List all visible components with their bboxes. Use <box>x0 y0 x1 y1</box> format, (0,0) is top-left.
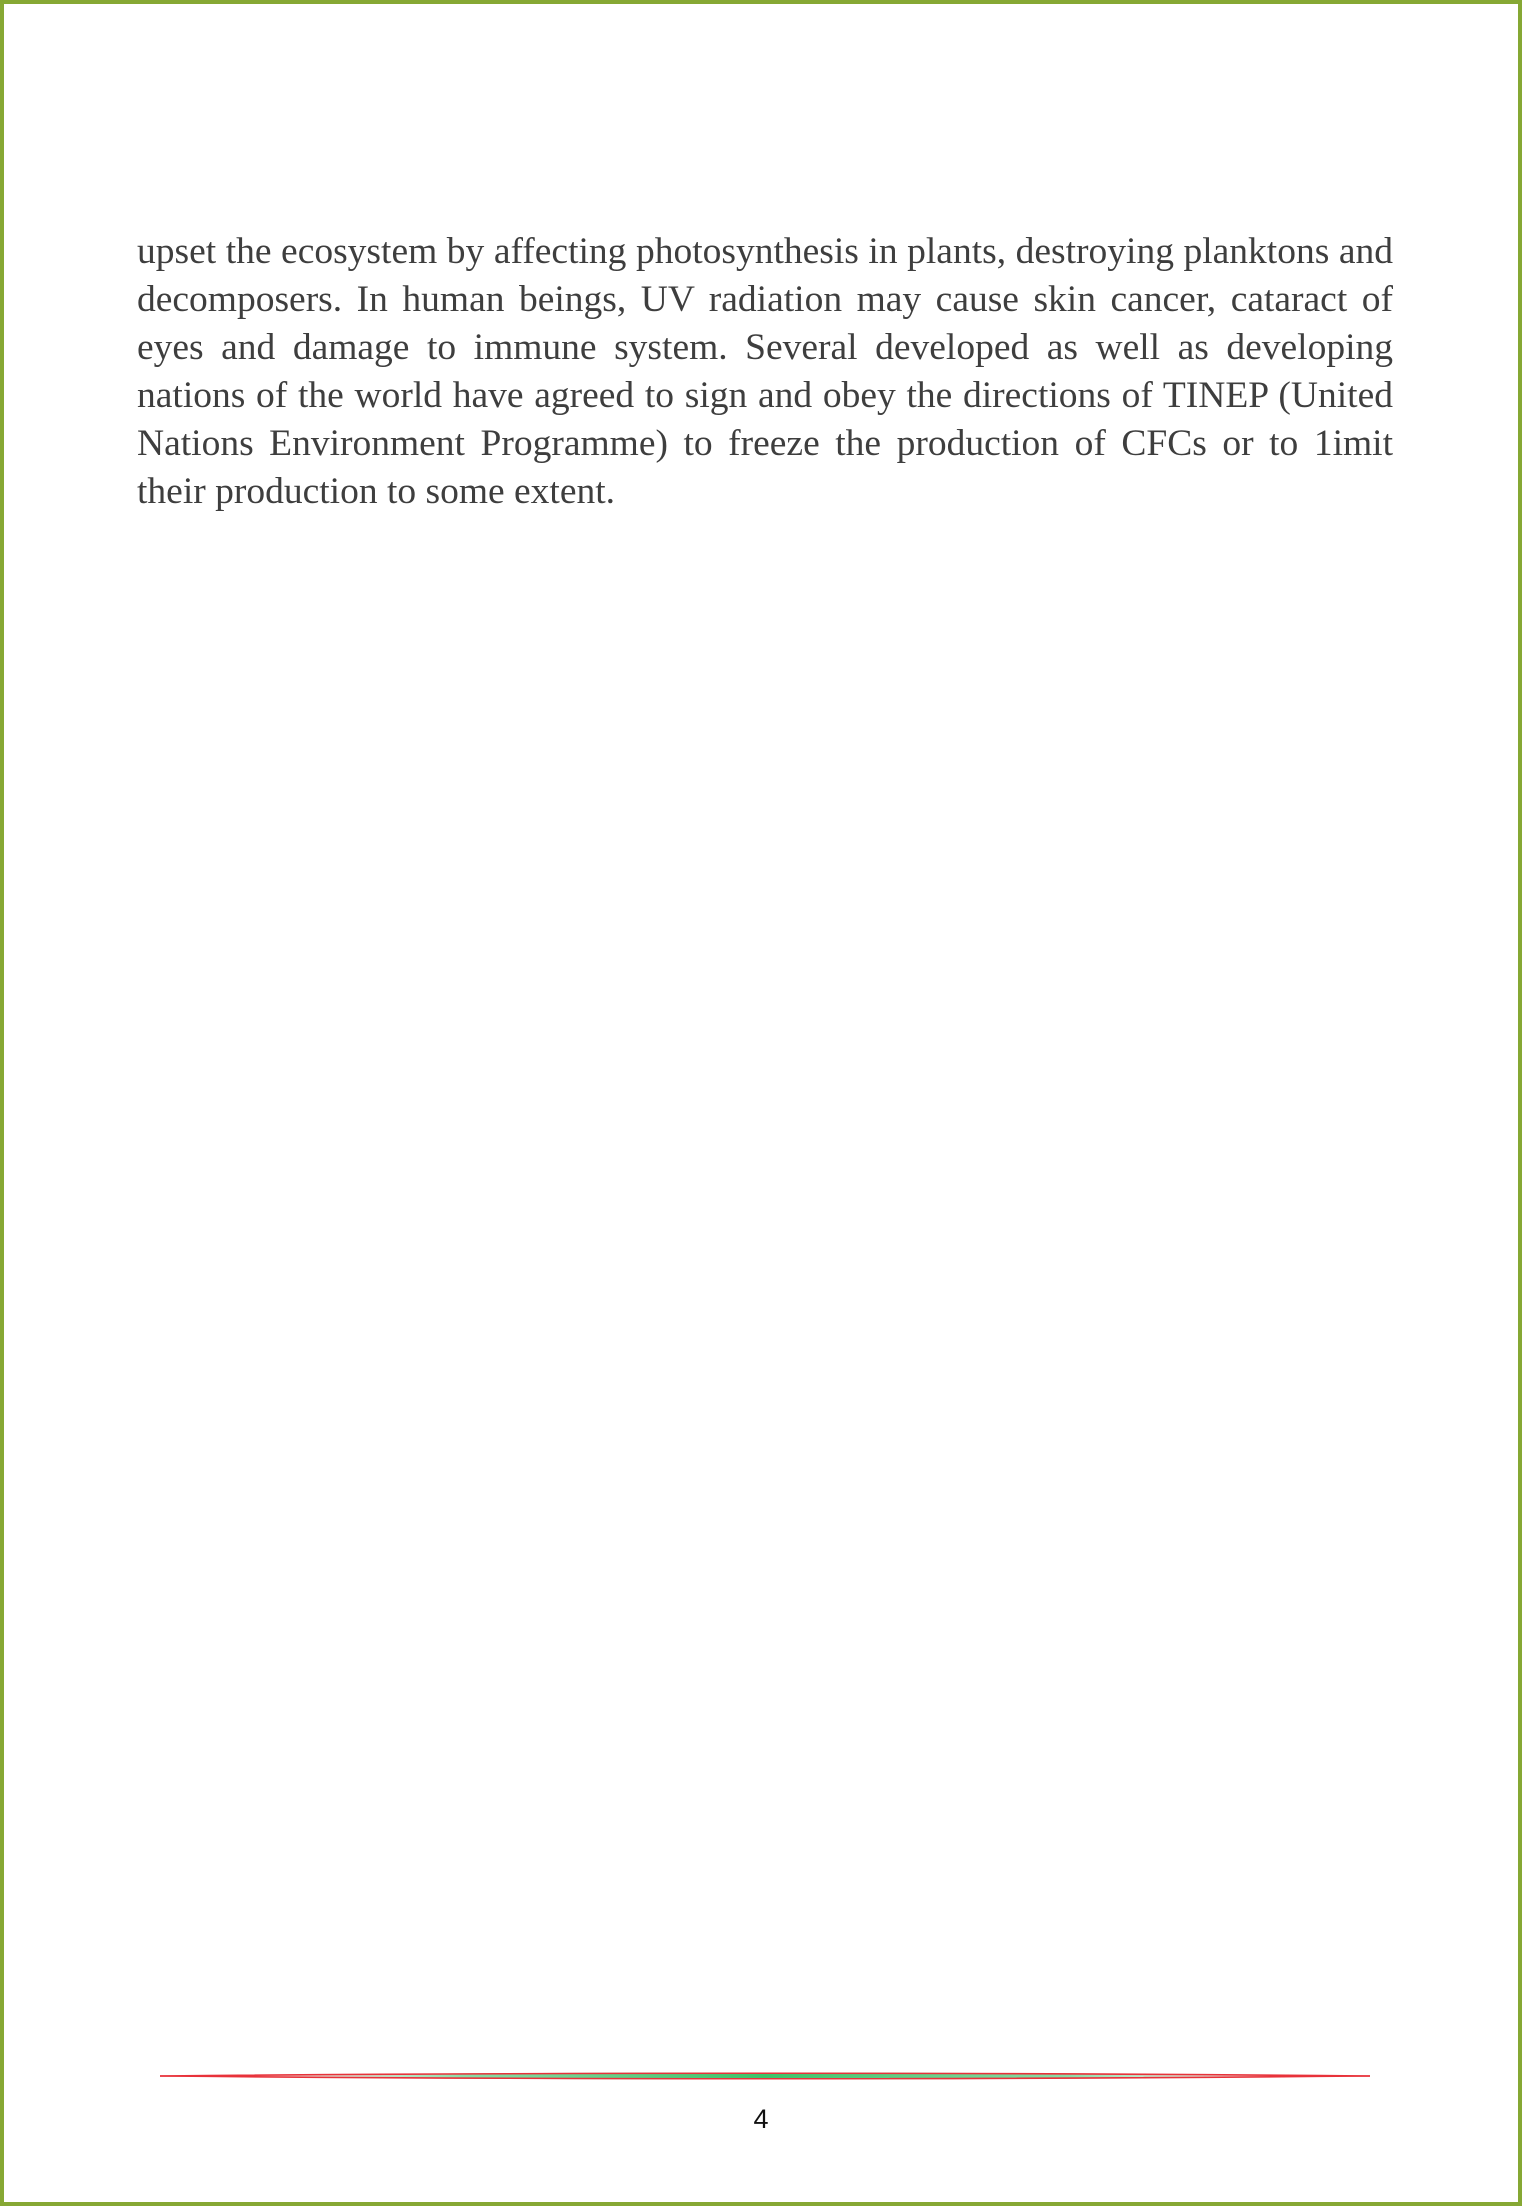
body-paragraph: upset the ecosystem by affecting photosynthesis in plants, destroying planktons and decomposers. In human beings, UV radiation may cause skin cancer, cataract of eyes and damage to immune system. Several developed as well as developing nations of the world have agreed to sign and obey the directions of TINEP (United Nations Environment Programme) to freeze the production of CFCs or to 1imit their production to some extent. <box>137 231 1393 512</box>
footer-divider <box>160 2068 1370 2084</box>
page-number: 4 <box>753 2104 769 2134</box>
